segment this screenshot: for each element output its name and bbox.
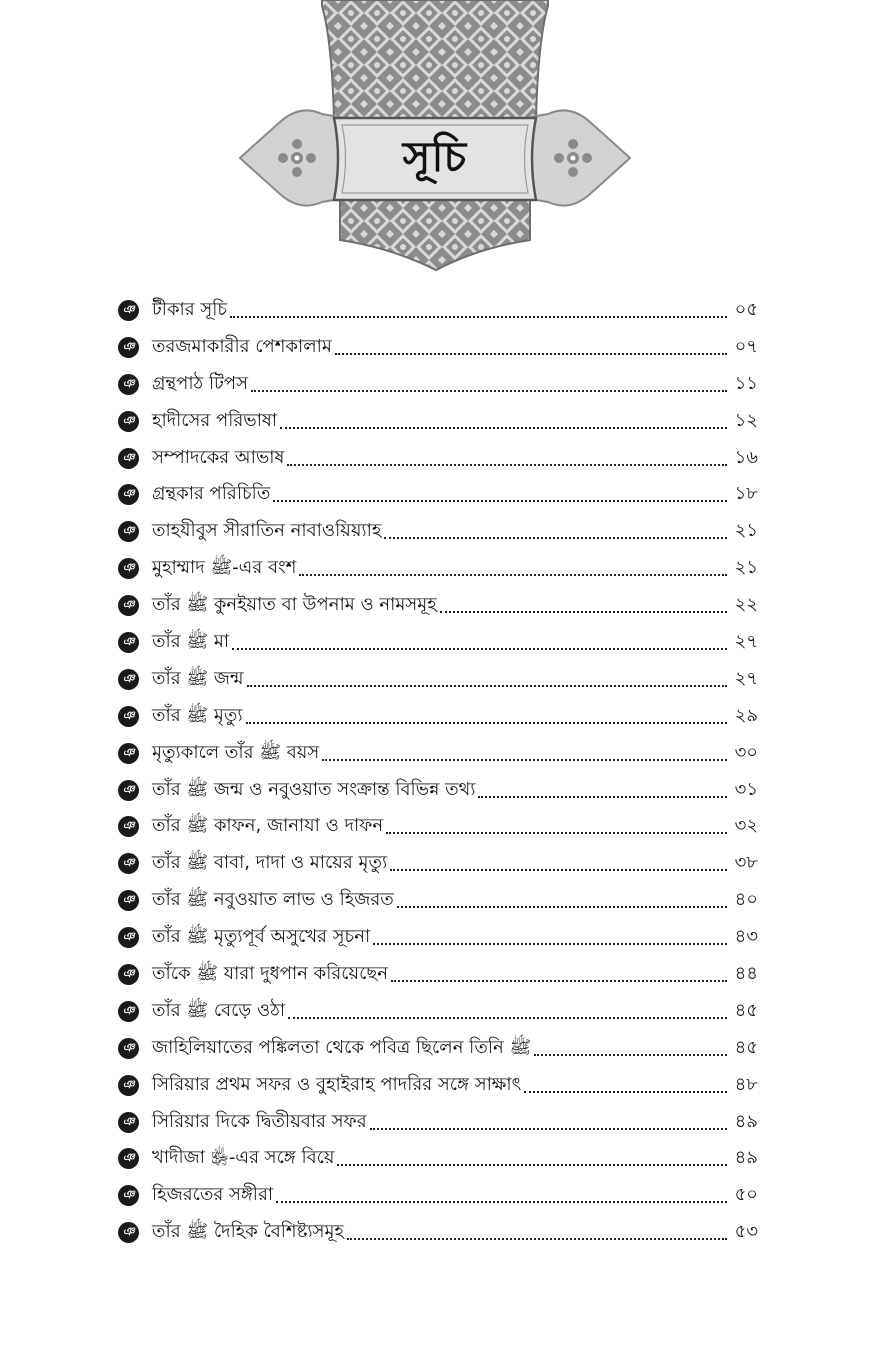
toc-entry [118,366,758,403]
toc-entry-page-number: ৪৮ [734,1073,758,1095]
toc-entry [118,772,758,809]
chapter-bullet-icon: ঞ [118,558,139,579]
toc-entry-page-number: ৩২ [734,815,758,837]
chapter-bullet-icon: ঞ [118,595,139,616]
toc-entry-title: তাহযীবুস সীরাতিন নাবাওয়িয়্যাহ [152,520,382,542]
chapter-bullet-icon: ঞ [118,1038,139,1059]
toc-entry-page-number: ০৫ [734,298,758,320]
dot-leader [230,315,727,318]
toc-entry-title: তাঁর ﷺ মৃত্যুপূর্ব অসুখের সূচনা [152,926,371,948]
toc-entry [118,550,758,587]
toc-entry [118,292,758,329]
dot-leader [397,905,727,908]
toc-entry [118,587,758,624]
dot-leader [288,1016,727,1019]
chapter-bullet-icon: ঞ [118,448,139,469]
toc-entry-page-number: ২২ [734,594,758,616]
toc-entry-title: তাঁর ﷺ দৈহিক বৈশিষ্ট্যসমূহ [152,1221,344,1243]
toc-entry [118,1140,758,1177]
toc-entry-page-number: ১২ [734,409,758,431]
toc-entry [118,403,758,440]
toc-entry-title: তাঁর ﷺ মা [152,630,230,652]
toc-entry [118,661,758,698]
toc-entry-page-number: ২১ [734,520,758,542]
toc-entry-title: তাঁর ﷺ বেড়ে ওঠা [152,999,286,1021]
toc-entry-title: তাঁর ﷺ জন্ম ও নবুওয়াত সংক্রান্ত বিভিন্ন তথ্য [152,778,476,800]
toc-entry [118,882,758,919]
toc-entry [118,329,758,366]
toc-entry-title: গ্রন্থকার পরিচিতি [152,483,271,505]
toc-entry [118,735,758,772]
toc-entry-page-number: ৪৫ [734,1036,758,1058]
toc-entry [118,956,758,993]
dot-leader [322,758,727,761]
chapter-bullet-icon: ঞ [118,1112,139,1133]
chapter-bullet-icon: ঞ [118,1001,139,1022]
dot-leader [524,1090,727,1093]
toc-entry-title: তাঁর ﷺ জন্ম [152,667,244,689]
dot-leader [386,831,727,834]
toc-entry-page-number: ২৭ [734,667,758,689]
toc-entry [118,624,758,661]
toc-entry-title: হিজরতের সঙ্গীরা [152,1184,274,1206]
toc-entry [118,1067,758,1104]
toc-entry-page-number: ২১ [734,557,758,579]
dot-leader [347,1237,727,1240]
chapter-bullet-icon: ঞ [118,964,139,985]
toc-entry-title: সিরিয়ার প্রথম সফর ও বুহাইরাহ পাদরির সঙ্গে সাক্ষাৎ [152,1073,522,1095]
dot-leader [299,573,727,576]
toc-entry-page-number: ৪০ [734,889,758,911]
toc-entry-page-number: ১৬ [734,446,758,468]
toc-entry [118,476,758,513]
toc-entry [118,513,758,550]
toc-entry-title: তাঁর ﷺ মৃত্যু [152,704,243,726]
chapter-bullet-icon: ঞ [118,300,139,321]
dot-leader [335,352,727,355]
dot-leader [384,536,727,539]
toc-entry-page-number: ৪৯ [734,1147,758,1169]
toc-entry [118,808,758,845]
chapter-bullet-icon: ঞ [118,890,139,911]
toc-entry-page-number: ১৮ [734,483,758,505]
toc-entry-title: তাঁর ﷺ কুনইয়াত বা উপনাম ও নামসমূহ [152,594,437,616]
chapter-bullet-icon: ঞ [118,1185,139,1206]
toc-entry-page-number: ৪৪ [734,962,758,984]
chapter-bullet-icon: ঞ [118,374,139,395]
toc-entry [118,698,758,735]
dot-leader [370,1127,727,1130]
toc-entry-page-number: ৫০ [734,1184,758,1206]
chapter-bullet-icon: ঞ [118,927,139,948]
dot-leader [287,463,727,466]
dot-leader [280,426,727,429]
toc-entry-title: টীকার সূচি [152,298,228,320]
page-title: সূচি [402,131,468,181]
toc-entry-page-number: ৩০ [734,741,758,763]
toc-entry [118,440,758,477]
toc-entry-page-number: ৪৯ [734,1110,758,1132]
table-of-contents [118,292,758,1251]
toc-entry-page-number: ১১ [734,372,758,394]
chapter-bullet-icon: ঞ [118,669,139,690]
toc-entry-page-number: ৩১ [734,778,758,800]
toc-entry [118,1030,758,1067]
toc-entry-title: জাহিলিয়াতের পঙ্কিলতা থেকে পবিত্র ছিলেন তিনি ﷺ [152,1036,532,1058]
toc-entry-title: মৃত্যুকালে তাঁর ﷺ বয়স [152,741,320,763]
toc-entry-page-number: ৪৫ [734,999,758,1021]
toc-entry-title: তাঁর ﷺ কাফন, জানাযা ও দাফন [152,815,384,837]
dot-leader [337,1163,727,1166]
chapter-bullet-icon: ঞ [118,632,139,653]
dot-leader [391,979,727,982]
title-banner [0,0,870,275]
dot-leader [478,795,727,798]
toc-entry [118,993,758,1030]
toc-entry-title: সম্পাদকের আভাষ [152,446,285,468]
chapter-bullet-icon: ঞ [118,816,139,837]
toc-entry [118,919,758,956]
toc-entry-title: গ্রন্থপাঠ টিপস [152,372,248,394]
dot-leader [273,499,727,502]
chapter-bullet-icon: ঞ [118,780,139,801]
chapter-bullet-icon: ঞ [118,706,139,727]
toc-entry-title: মুহাম্মাদ ﷺ-এর বংশ [152,557,297,579]
dot-leader [390,868,727,871]
toc-entry-page-number: ০৭ [734,335,758,357]
toc-entry [118,1177,758,1214]
chapter-bullet-icon: ঞ [118,411,139,432]
toc-entry-title: তাঁর ﷺ বাবা, দাদা ও মায়ের মৃত্যু [152,852,388,874]
chapter-bullet-icon: ঞ [118,1075,139,1096]
toc-entry-page-number: ২৭ [734,630,758,652]
toc-entry [118,845,758,882]
dot-leader [251,389,727,392]
toc-entry-title: তাঁকে ﷺ যারা দুধপান করিয়েছেন [152,962,388,984]
dot-leader [373,942,727,945]
toc-entry-page-number: ৩৮ [734,852,758,874]
toc-entry-page-number: ২৯ [734,704,758,726]
dot-leader [232,647,727,650]
chapter-bullet-icon: ঞ [118,1222,139,1243]
toc-entry-title: তাঁর ﷺ নবুওয়াত লাভ ও হিজরত [152,889,394,911]
chapter-bullet-icon: ঞ [118,1148,139,1169]
toc-entry-title: খাদীজা ﵂-এর সঙ্গে বিয়ে [152,1147,335,1169]
toc-entry-page-number: ৫৩ [734,1221,758,1243]
chapter-bullet-icon: ঞ [118,484,139,505]
toc-entry-page-number: ৪৩ [734,926,758,948]
toc-entry [118,1104,758,1141]
chapter-bullet-icon: ঞ [118,337,139,358]
toc-entry-title: হাদীসের পরিভাষা [152,409,278,431]
dot-leader [440,610,727,613]
chapter-bullet-icon: ঞ [118,853,139,874]
dot-leader [246,721,727,724]
toc-entry [118,1214,758,1251]
dot-leader [276,1200,727,1203]
chapter-bullet-icon: ঞ [118,743,139,764]
dot-leader [247,684,727,687]
dot-leader [534,1053,727,1056]
chapter-bullet-icon: ঞ [118,521,139,542]
toc-entry-title: তরজমাকারীর পেশকালাম [152,335,332,357]
toc-entry-title: সিরিয়ার দিকে দ্বিতীয়বার সফর [152,1110,367,1132]
